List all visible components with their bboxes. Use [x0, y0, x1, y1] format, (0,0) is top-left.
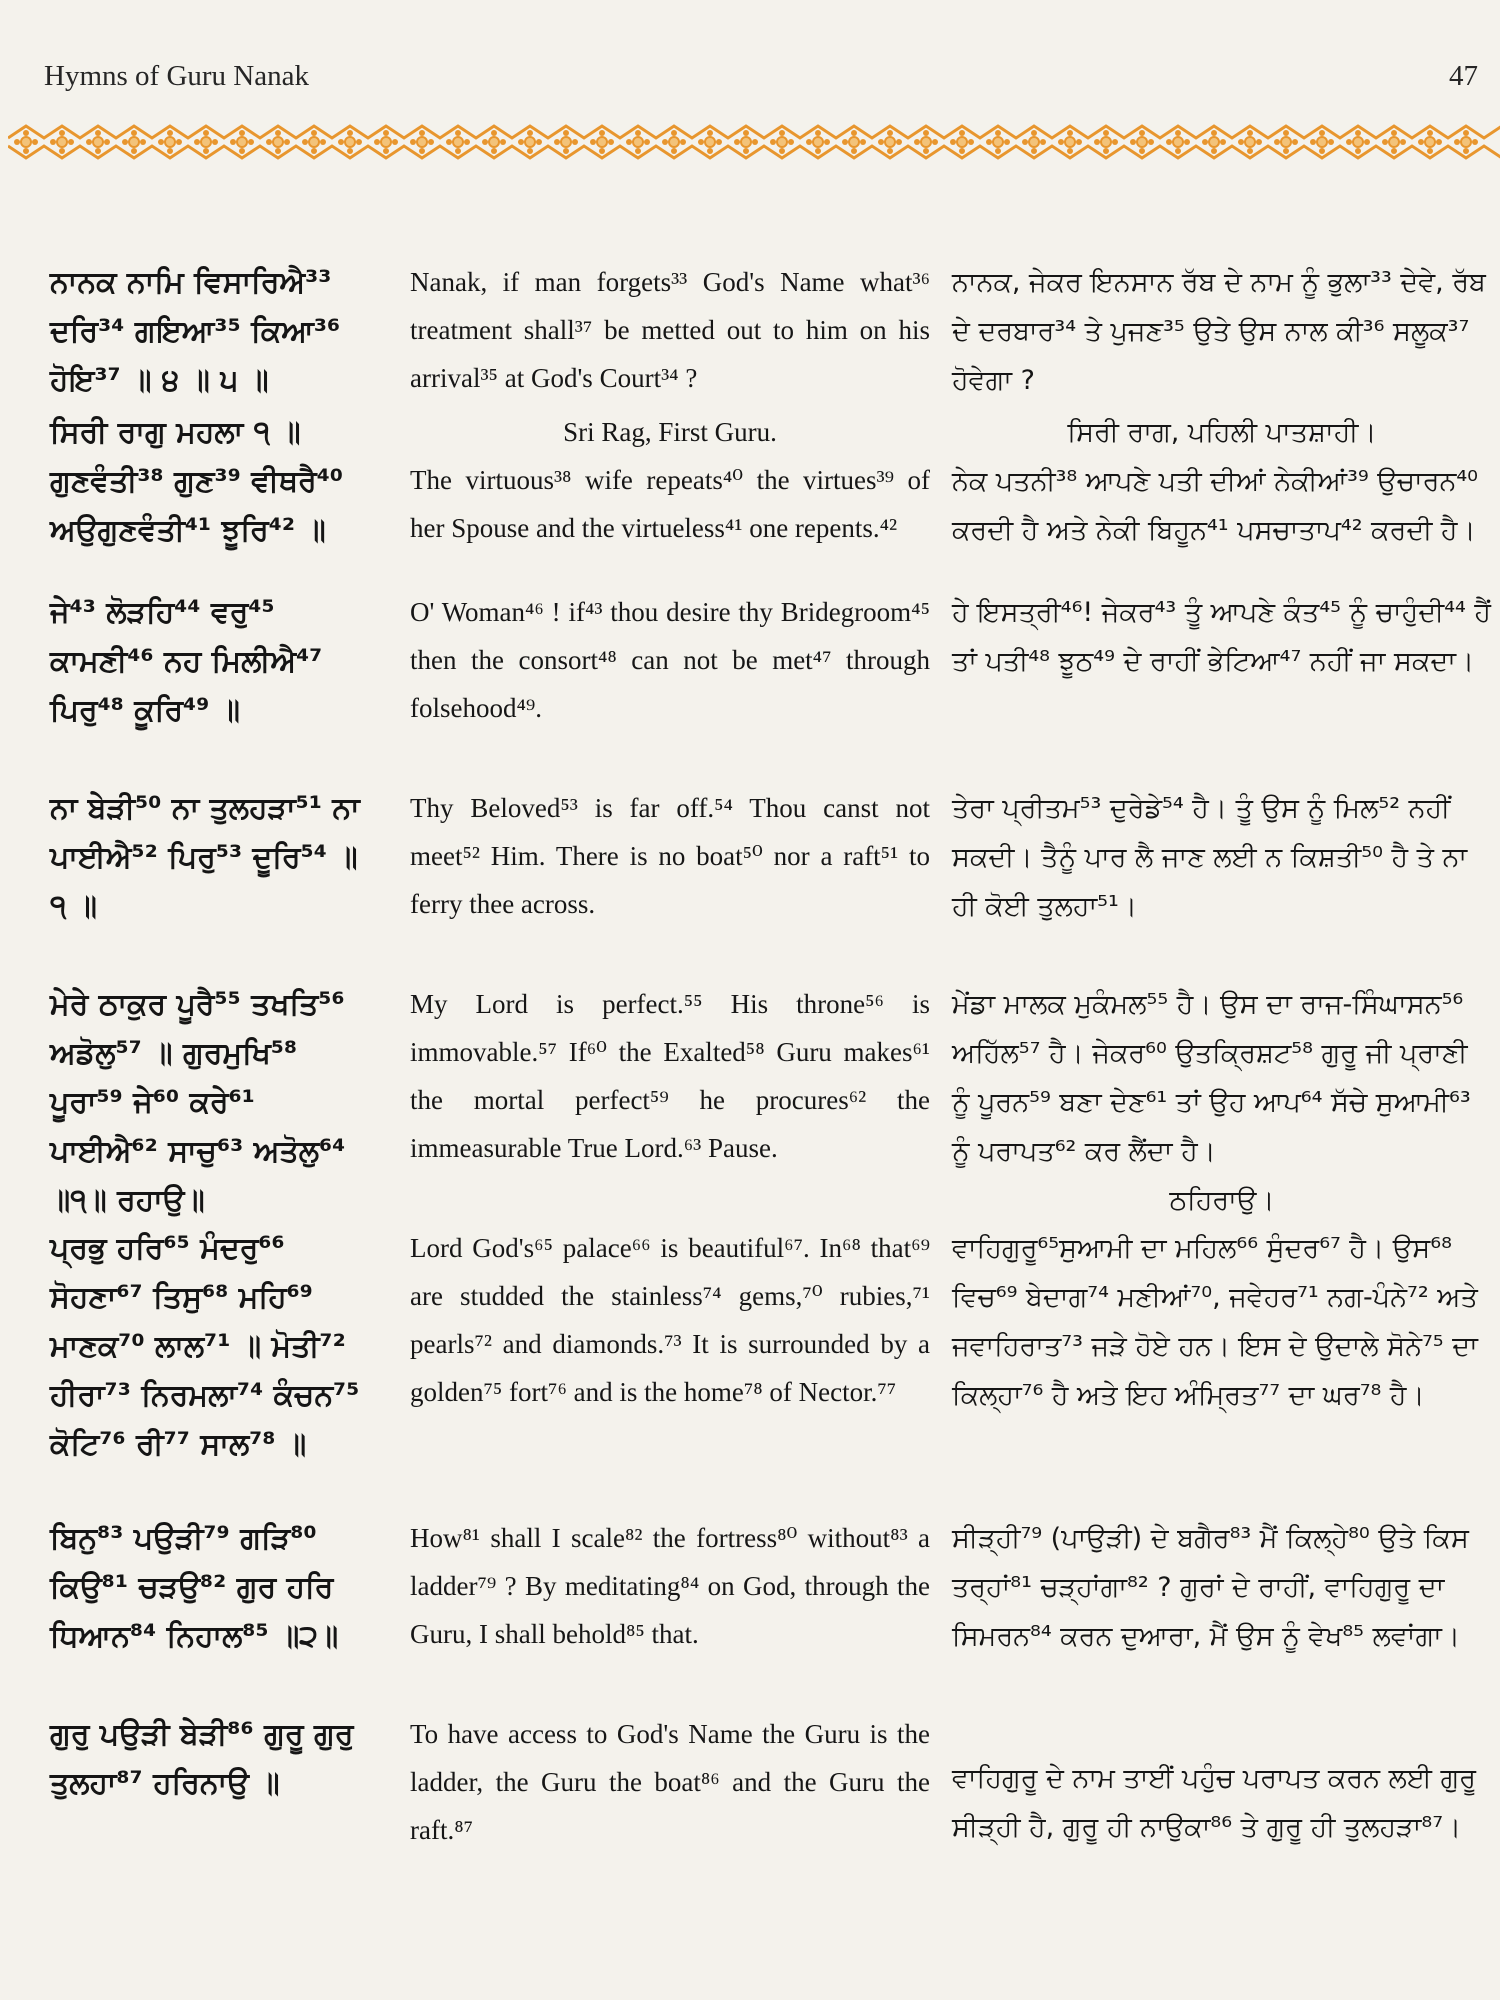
ornament-petal	[1112, 139, 1118, 145]
ornament-upper-zigzag	[8, 126, 1500, 138]
verse-row	[50, 408, 1500, 588]
ornament-petal	[779, 130, 785, 136]
ornament-flower	[633, 137, 643, 147]
ornament-petal	[131, 130, 137, 136]
ornament-petal	[1238, 139, 1244, 145]
ornament-petal	[1328, 139, 1334, 145]
ornament-petal	[923, 148, 929, 154]
ornament-petal	[1031, 130, 1037, 136]
punjabi-translation: ਵਾਹਿਗੁਰੂ⁶⁵ਸੁਆਮੀ ਦਾ ਮਹਿਲ⁶⁶ ਸੁੰਦਰ⁶⁷ ਹੈ। ਉਸ⁶⁸ ਵਿਚ⁶⁹ ਬੇਦਾਗ⁷⁴ ਮਣੀਆਂ⁷⁰, ਜਵੇਹਰ⁷¹ ਨਗ-ਪੰਨੇ⁷² ਅਤੇ ਜਵਾਹਿਰਾਤ⁷³ ਜੜੇ ਹੋਏ ਹਨ। ਇਸ ਦੇ ਉਦਾਲੇ ਸੋਨੇ⁷⁵ ਦਾ ਕਿਲ੍ਹਾ⁷⁶ ਹੈ ਅਤੇ ਇਹ ਅੰਮ੍ਰਿਤ⁷⁷ ਦਾ ਘਰ⁷⁸ ਹੈ।	[952, 1233, 1478, 1411]
ornament-petal	[1463, 130, 1469, 136]
ornament-petal	[842, 139, 848, 145]
ornament-petal	[1391, 148, 1397, 154]
ornament-petal	[635, 148, 641, 154]
ornament-petal	[878, 139, 884, 145]
ornament-petal	[23, 130, 29, 136]
ornament-petal	[275, 148, 281, 154]
ornament-petal	[644, 139, 650, 145]
hymn-text	[50, 258, 1500, 1860]
ornament-petal	[1130, 139, 1136, 145]
english-block	[410, 408, 952, 588]
book-title: Hymns of Guru Nanak	[44, 60, 309, 92]
ornament-petal	[536, 139, 542, 145]
ornament-flower	[1137, 137, 1147, 147]
ornament-flower	[1065, 137, 1075, 147]
ornament-flower	[237, 137, 247, 147]
ornament-petal	[635, 130, 641, 136]
ornament-petal	[311, 130, 317, 136]
ornament-petal	[68, 139, 74, 145]
ornament-petal	[1472, 139, 1478, 145]
ornament-petal	[896, 139, 902, 145]
ornament-petal	[914, 139, 920, 145]
ornament-petal	[887, 148, 893, 154]
ornament-flower	[705, 137, 715, 147]
ornament-petal	[95, 148, 101, 154]
punjabi-block	[952, 408, 1492, 588]
punjabi-translation: ਹੇ ਇਸਤ੍ਰੀ⁴⁶! ਜੇਕਰ⁴³ ਤੂੰ ਆਪਣੇ ਕੰਤ⁴⁵ ਨੂੰ ਚਾਹੁੰਦੀ⁴⁴ ਹੈਂ ਤਾਂ ਪਤੀ⁴⁸ ਝੂਠ⁴⁹ ਦੇ ਰਾਹੀਂ ਭੇਟਿਆ⁴⁷ ਨਹੀਂ ਜਾ ਸਕਦਾ।	[952, 597, 1491, 677]
ornament-petal	[347, 148, 353, 154]
ornament-petal	[851, 148, 857, 154]
english-translation: Lord God's⁶⁵ palace⁶⁶ is beautiful⁶⁷. In⁶⁸ that⁶⁹ are studded the stainless⁷⁴ gems,⁷⁰ rubies,⁷¹ pearls⁷² and diamonds.⁷³ It is surrounded by a golden⁷⁵ fort⁷⁶ and is the home⁷⁸ of Nector.⁷⁷	[410, 1233, 930, 1407]
ornament-petal	[1139, 130, 1145, 136]
english-translation: Thy Beloved⁵³ is far off.⁵⁴ Thou canst not meet⁵² Him. There is no boat⁵⁰ nor a raft⁵¹ to ferry thee across.	[410, 793, 930, 919]
punjabi-translation: ਨੇਕ ਪਤਨੀ³⁸ ਆਪਣੇ ਪਤੀ ਦੀਆਂ ਨੇਕੀਆਂ³⁹ ਉਚਾਰਨ⁴⁰ ਕਰਦੀ ਹੈ ਅਤੇ ਨੇਕੀ ਬਿਹੂਨ⁴¹ ਪਸਚਾਤਾਪ⁴² ਕਰਦੀ ਹੈ।	[952, 466, 1487, 546]
english-translation: The virtuous³⁸ wife repeats⁴⁰ the virtues³⁹ of her Spouse and the virtueless⁴¹ one repents.⁴²	[410, 465, 937, 543]
ornament-lower-zigzag	[8, 146, 1500, 158]
ornament-petal	[1211, 130, 1217, 136]
ornament-flower	[453, 137, 463, 147]
ornament-petal	[743, 148, 749, 154]
ornament-petal	[1067, 148, 1073, 154]
ornament-petal	[311, 148, 317, 154]
decorative-border	[8, 116, 1500, 168]
ornament-flower	[273, 137, 283, 147]
ornament-petal	[320, 139, 326, 145]
ornament-petal	[50, 139, 56, 145]
ornament-petal	[194, 139, 200, 145]
english-translation: To have access to God's Name the Guru is the ladder, the Guru the boat⁸⁶ and the Guru the raft.⁸⁷	[410, 1719, 930, 1845]
ornament-petal	[995, 130, 1001, 136]
verse-row	[50, 1224, 1500, 1514]
ornament-petal	[752, 139, 758, 145]
ornament-flower	[489, 137, 499, 147]
ornament-petal	[986, 139, 992, 145]
ornament-petal	[1319, 148, 1325, 154]
verse-row	[50, 258, 1500, 402]
ornament-petal	[266, 139, 272, 145]
ornament-petal	[554, 139, 560, 145]
ornament-petal	[1418, 139, 1424, 145]
ornament-petal	[1148, 139, 1154, 145]
ornament-petal	[356, 139, 362, 145]
ornament-flower	[741, 137, 751, 147]
ornament-flower	[345, 137, 355, 147]
ornament-petal	[347, 130, 353, 136]
ornament-petal	[716, 139, 722, 145]
ornament-petal	[815, 130, 821, 136]
ornament-petal	[419, 148, 425, 154]
ornament-flower	[1209, 137, 1219, 147]
ornament-petal	[1283, 148, 1289, 154]
ornament-petal	[1202, 139, 1208, 145]
english-translation: My Lord is perfect.⁵⁵ His throne⁵⁶ is immovable.⁵⁷ If⁶⁰ the Exalted⁵⁸ Guru makes⁶¹ the mortal perfect⁵⁹ he procures⁶² the immeasurable True Lord.⁶³ Pause.	[410, 989, 930, 1163]
punjabi-translation: ਨਾਨਕ, ਜੇਕਰ ਇਨਸਾਨ ਰੱਬ ਦੇ ਨਾਮ ਨੂੰ ਭੁਲਾ³³ ਦੇਵੇ, ਰੱਬ ਦੇ ਦਰਬਾਰ³⁴ ਤੇ ਪੁਜਣ³⁵ ਉਤੇ ਉਸ ਨਾਲ ਕੀ³⁶ ਸਲੂਕ³⁷ ਹੋਵੇਗਾ ?	[952, 267, 1486, 396]
ornament-petal	[671, 148, 677, 154]
ornament-flower	[885, 137, 895, 147]
punjabi-translation: ਵਾਹਿਗੁਰੂ ਦੇ ਨਾਮ ਤਾਈਂ ਪਹੁੰਚ ਪਰਾਪਤ ਕਰਨ ਲਈ ਗੁਰੂ ਸੀੜ੍ਹੀ ਹੈ, ਗੁਰੂ ਹੀ ਨਾਉਕਾ⁸⁶ ਤੇ ਗੁਰੂ ਹੀ ਤੁਲਹੜਾ⁸⁷।	[952, 1763, 1477, 1843]
ornament-flower	[669, 137, 679, 147]
ornament-petal	[284, 139, 290, 145]
ornament-petal	[446, 139, 452, 145]
ornament-petal	[1292, 139, 1298, 145]
ornament-petal	[1022, 139, 1028, 145]
ornament-petal	[374, 139, 380, 145]
ornament-petal	[923, 130, 929, 136]
ornament-petal	[419, 130, 425, 136]
ornament-petal	[176, 139, 182, 145]
ornament-petal	[203, 148, 209, 154]
ornament-flower	[813, 137, 823, 147]
ornament-petal	[122, 139, 128, 145]
english-translation: How⁸¹ shall I scale⁸² the fortress⁸⁰ without⁸³ a ladder⁷⁹ ? By meditating⁸⁴ on God, through the Guru, I shall behold⁸⁵ that.	[410, 1523, 930, 1649]
ornament-petal	[743, 130, 749, 136]
running-header	[44, 54, 1478, 104]
ornament-petal	[734, 139, 740, 145]
ornament-petal	[1355, 130, 1361, 136]
punjabi-block	[952, 980, 1492, 1224]
ornament-petal	[203, 130, 209, 136]
ornament-petal	[1319, 130, 1325, 136]
ornament-flower	[57, 137, 67, 147]
ornament-flower	[1281, 137, 1291, 147]
ornament-flower	[1317, 137, 1327, 147]
ornament-flower	[381, 137, 391, 147]
ornament-petal	[824, 139, 830, 145]
ornament-petal	[455, 130, 461, 136]
ornament-flower	[1029, 137, 1039, 147]
verse-row	[50, 980, 1500, 1224]
ornament-petal	[338, 139, 344, 145]
ornament-petal	[806, 139, 812, 145]
ornament-petal	[1436, 139, 1442, 145]
ornament-flower	[1353, 137, 1363, 147]
ornament-flower	[165, 137, 175, 147]
ornament-flower	[1425, 137, 1435, 147]
ornament-flower	[777, 137, 787, 147]
ornament-petal	[158, 139, 164, 145]
english-translation: Nanak, if man forgets³³ God's Name what³⁶ treatment shall³⁷ be metted out to him on his arrival³⁵ at God's Court³⁴ ?	[410, 267, 930, 393]
ornament-petal	[626, 139, 632, 145]
english-section-heading: Sri Rag, First Guru.	[563, 417, 777, 447]
ornament-petal	[1184, 139, 1190, 145]
ornament-petal	[95, 130, 101, 136]
ornament-petal	[599, 148, 605, 154]
ornament-petal	[1103, 148, 1109, 154]
ornament-petal	[239, 130, 245, 136]
ornament-petal	[1382, 139, 1388, 145]
gurmukhi-verse: ਨਾਨਕ ਨਾਮਿ ਵਿਸਾਰਿਐ³³ ਦਰਿ³⁴ ਗਇਆ³⁵ ਕਿਆ³⁶ ਹੋਇ³⁷ ॥ ੪ ॥ ੫ ॥	[50, 265, 341, 398]
ornament-petal	[572, 139, 578, 145]
ornament-flower	[561, 137, 571, 147]
ornament-petal	[1175, 130, 1181, 136]
ornament-petal	[140, 139, 146, 145]
ornament-flower	[993, 137, 1003, 147]
ornament-petal	[851, 130, 857, 136]
gurmukhi-verse: ਸਿਰੀ ਰਾਗੁ ਮਹਲਾ ੧ ॥ ਗੁਣਵੰਤੀ³⁸ ਗੁਣ³⁹ ਵੀਥਰੈ⁴⁰ ਅਉਗੁਣਵੰਤੀ⁴¹ ਝੂਰਿ⁴² ॥	[50, 415, 343, 548]
ornament-petal	[500, 139, 506, 145]
ornament-petal	[932, 139, 938, 145]
ornament-petal	[887, 130, 893, 136]
ornament-petal	[23, 148, 29, 154]
page-number: 47	[1449, 60, 1478, 92]
punjabi-section-heading: ਸਿਰੀ ਰਾਗ, ਪਹਿਲੀ ਪਾਤਸ਼ਾਹੀ।	[1067, 417, 1377, 448]
ornament-petal	[1364, 139, 1370, 145]
ornament-petal	[212, 139, 218, 145]
ornament-petal	[770, 139, 776, 145]
ornament-petal	[1220, 139, 1226, 145]
ornament-petal	[482, 139, 488, 145]
ornament-petal	[1355, 148, 1361, 154]
ornament-petal	[383, 130, 389, 136]
ornament-petal	[1427, 130, 1433, 136]
ornament-petal	[455, 148, 461, 154]
gurmukhi-verse: ਬਿਨੁ⁸³ ਪਉੜੀ⁷⁹ ਗੜਿ⁸⁰ ਕਿਉ⁸¹ ਚੜਉ⁸² ਗੁਰ ਹਰਿ ਧਿਆਨ⁸⁴ ਨਿਹਾਲ⁸⁵ ॥੨॥	[50, 1521, 339, 1654]
ornament-petal	[563, 130, 569, 136]
ornament-petal	[392, 139, 398, 145]
ornament-petal	[59, 148, 65, 154]
ornament-petal	[1103, 130, 1109, 136]
ornament-petal	[1454, 139, 1460, 145]
ornament-flower	[849, 137, 859, 147]
ornament-petal	[1076, 139, 1082, 145]
ornament-flower	[1173, 137, 1183, 147]
english-translation: O' Woman⁴⁶ ! if⁴³ thou desire thy Bridegroom⁴⁵ then the consort⁴⁸ can not be met⁴⁷ through folsehood⁴⁹.	[410, 597, 930, 723]
punjabi-translation: ਮੇਂਡਾ ਮਾਲਕ ਮੁਕੰਮਲ⁵⁵ ਹੈ। ਉਸ ਦਾ ਰਾਜ-ਸਿੰਘਾਸਨ⁵⁶ ਅਹਿੱਲ⁵⁷ ਹੈ। ਜੇਕਰ⁶⁰ ਉਤਕ੍ਰਿਸ਼ਟ⁵⁸ ਗੁਰੂ ਜੀ ਪ੍ਰਾਣੀ ਨੂੰ ਪੂਰਨ⁵⁹ ਬਣਾ ਦੇਣ⁶¹ ਤਾਂ ਉਹ ਆਪ⁶⁴ ਸੱਚੇ ਸੁਆਮੀ⁶³ ਨੂੰ ਪਰਾਪਤ⁶² ਕਰ ਲੈਂਦਾ ਹੈ।	[952, 989, 1480, 1167]
ornament-petal	[788, 139, 794, 145]
ornament-petal	[239, 148, 245, 154]
ornament-petal	[1247, 130, 1253, 136]
ornament-petal	[1211, 148, 1217, 154]
ornament-petal	[815, 148, 821, 154]
ornament-petal	[1139, 148, 1145, 154]
ornament-petal	[563, 148, 569, 154]
punjabi-pause: ਠਹਿਰਾਉ।	[1169, 1185, 1275, 1216]
ornament-petal	[86, 139, 92, 145]
ornament-petal	[518, 139, 524, 145]
ornament-flower	[1245, 137, 1255, 147]
ornament-petal	[1283, 130, 1289, 136]
ornament-flower	[201, 137, 211, 147]
ornament-petal	[275, 130, 281, 136]
ornament-petal	[1346, 139, 1352, 145]
gurmukhi-verse: ਨਾ ਬੇੜੀ⁵⁰ ਨਾ ਤੁਲਹੜਾ⁵¹ ਨਾ ਪਾਈਐ⁵² ਪਿਰੁ⁵³ ਦੂਰਿ⁵⁴ ॥ ੧ ॥	[50, 791, 360, 924]
ornament-petal	[608, 139, 614, 145]
ornament-petal	[1058, 139, 1064, 145]
ornament-petal	[1166, 139, 1172, 145]
ornament-petal	[680, 139, 686, 145]
punjabi-translation: ਸੀੜ੍ਹੀ⁷⁹ (ਪਾਉੜੀ) ਦੇ ਬਗੈਰ⁸³ ਮੈਂ ਕਿਲ੍ਹੇ⁸⁰ ਉਤੇ ਕਿਸ ਤਰ੍ਹਾਂ⁸¹ ਚੜ੍ਹਾਂਗਾ⁸² ? ਗੁਰਾਂ ਦੇ ਰਾਹੀਂ, ਵਾਹਿਗੁਰੂ ਦਾ ਸਿਮਰਨ⁸⁴ ਕਰਨ ਦੁਆਰਾ, ਮੈਂ ਉਸ ਨੂੰ ਵੇਖ⁸⁵ ਲਵਾਂਗਾ।	[952, 1523, 1469, 1652]
ornament-flower	[1101, 137, 1111, 147]
ornament-flower	[93, 137, 103, 147]
ornament-flower	[129, 137, 139, 147]
ornament-petal	[959, 148, 965, 154]
ornament-petal	[959, 130, 965, 136]
ornament-petal	[968, 139, 974, 145]
ornament-flower	[417, 137, 427, 147]
ornament-petal	[167, 148, 173, 154]
ornament-petal	[662, 139, 668, 145]
ornament-petal	[1310, 139, 1316, 145]
ornament-petal	[1175, 148, 1181, 154]
ornament-petal	[698, 139, 704, 145]
verse-row	[50, 1514, 1500, 1710]
ornament-petal	[1031, 148, 1037, 154]
ornament-petal	[1391, 130, 1397, 136]
ornament-petal	[527, 148, 533, 154]
decorative-border-pattern	[8, 116, 1500, 168]
gurmukhi-verse: ਗੁਰੁ ਪਉੜੀ ਬੇੜੀ⁸⁶ ਗੁਰੂ ਗੁਰੁ ਤੁਲਹਾ⁸⁷ ਹਰਿਨਾਉ ॥	[50, 1717, 354, 1801]
ornament-petal	[1004, 139, 1010, 145]
ornament-petal	[707, 130, 713, 136]
ornament-petal	[1427, 148, 1433, 154]
ornament-petal	[491, 130, 497, 136]
ornament-petal	[167, 130, 173, 136]
ornament-petal	[104, 139, 110, 145]
ornament-flower	[21, 137, 31, 147]
ornament-petal	[14, 139, 20, 145]
ornament-flower	[525, 137, 535, 147]
ornament-petal	[464, 139, 470, 145]
ornament-petal	[671, 130, 677, 136]
ornament-flower	[1389, 137, 1399, 147]
ornament-petal	[779, 148, 785, 154]
verse-row	[50, 784, 1500, 980]
ornament-petal	[383, 148, 389, 154]
punjabi-translation: ਤੇਰਾ ਪ੍ਰੀਤਮ⁵³ ਦੁਰੇਡੇ⁵⁴ ਹੈ। ਤੂੰ ਉਸ ਨੂੰ ਮਿਲ⁵² ਨਹੀਂ ਸਕਦੀ। ਤੈਨੂੰ ਪਾਰ ਲੈ ਜਾਣ ਲਈ ਨ ਕਿਸ਼ਤੀ⁵⁰ ਹੈ ਤੇ ਨਾ ਹੀ ਕੋਈ ਤੁਲਹਾ⁵¹।	[952, 793, 1468, 922]
gurmukhi-verse: ਮੇਰੇ ਠਾਕੁਰ ਪੂਰੈ⁵⁵ ਤਖਤਿ⁵⁶ ਅਡੋਲੁ⁵⁷ ॥ ਗੁਰਮੁਖਿ⁵⁸ ਪੂਰਾ⁵⁹ ਜੇ⁶⁰ ਕਰੇ⁶¹ ਪਾਈਐ⁶² ਸਾਚੁ⁶³ ਅਤੋਲੁ⁶⁴ ॥੧॥ ਰਹਾਉ॥	[50, 987, 346, 1218]
ornament-petal	[707, 148, 713, 154]
ornament-petal	[1463, 148, 1469, 154]
ornament-petal	[131, 148, 137, 154]
ornament-petal	[527, 130, 533, 136]
ornament-petal	[410, 139, 416, 145]
ornament-petal	[1247, 148, 1253, 154]
ornament-petal	[599, 130, 605, 136]
ornament-flower	[921, 137, 931, 147]
ornament-petal	[860, 139, 866, 145]
ornament-petal	[995, 148, 1001, 154]
ornament-petal	[230, 139, 236, 145]
ornament-petal	[1040, 139, 1046, 145]
verse-row	[50, 1710, 1500, 1860]
gurmukhi-verse: ਪ੍ਰਭੁ ਹਰਿ⁶⁵ ਮੰਦਰੁ⁶⁶ ਸੋਹਣਾ⁶⁷ ਤਿਸੁ⁶⁸ ਮਹਿ⁶⁹ ਮਾਣਕ⁷⁰ ਲਾਲ⁷¹ ॥ ਮੋਤੀ⁷² ਹੀਰਾ⁷³ ਨਿਰਮਲਾ⁷⁴ ਕੰਚਨ⁷⁵ ਕੋਟਿ⁷⁶ ਰੀ⁷⁷ ਸਾਲ⁷⁸ ॥	[50, 1231, 360, 1462]
ornament-petal	[1256, 139, 1262, 145]
ornament-petal	[428, 139, 434, 145]
ornament-petal	[248, 139, 254, 145]
ornament-flower	[309, 137, 319, 147]
verse-row	[50, 588, 1500, 784]
ornament-flower	[957, 137, 967, 147]
ornament-flower	[1461, 137, 1471, 147]
ornament-petal	[491, 148, 497, 154]
ornament-petal	[1274, 139, 1280, 145]
ornament-petal	[1400, 139, 1406, 145]
ornament-petal	[1094, 139, 1100, 145]
ornament-petal	[1067, 130, 1073, 136]
ornament-petal	[302, 139, 308, 145]
ornament-petal	[59, 130, 65, 136]
ornament-petal	[32, 139, 38, 145]
gurmukhi-verse: ਜੇ⁴³ ਲੋੜਹਿ⁴⁴ ਵਰੁ⁴⁵ ਕਾਮਣੀ⁴⁶ ਨਹ ਮਿਲੀਐ⁴⁷ ਪਿਰੁ⁴⁸ ਕੂਰਿ⁴⁹ ॥	[50, 595, 323, 728]
ornament-flower	[597, 137, 607, 147]
ornament-petal	[590, 139, 596, 145]
ornament-petal	[950, 139, 956, 145]
